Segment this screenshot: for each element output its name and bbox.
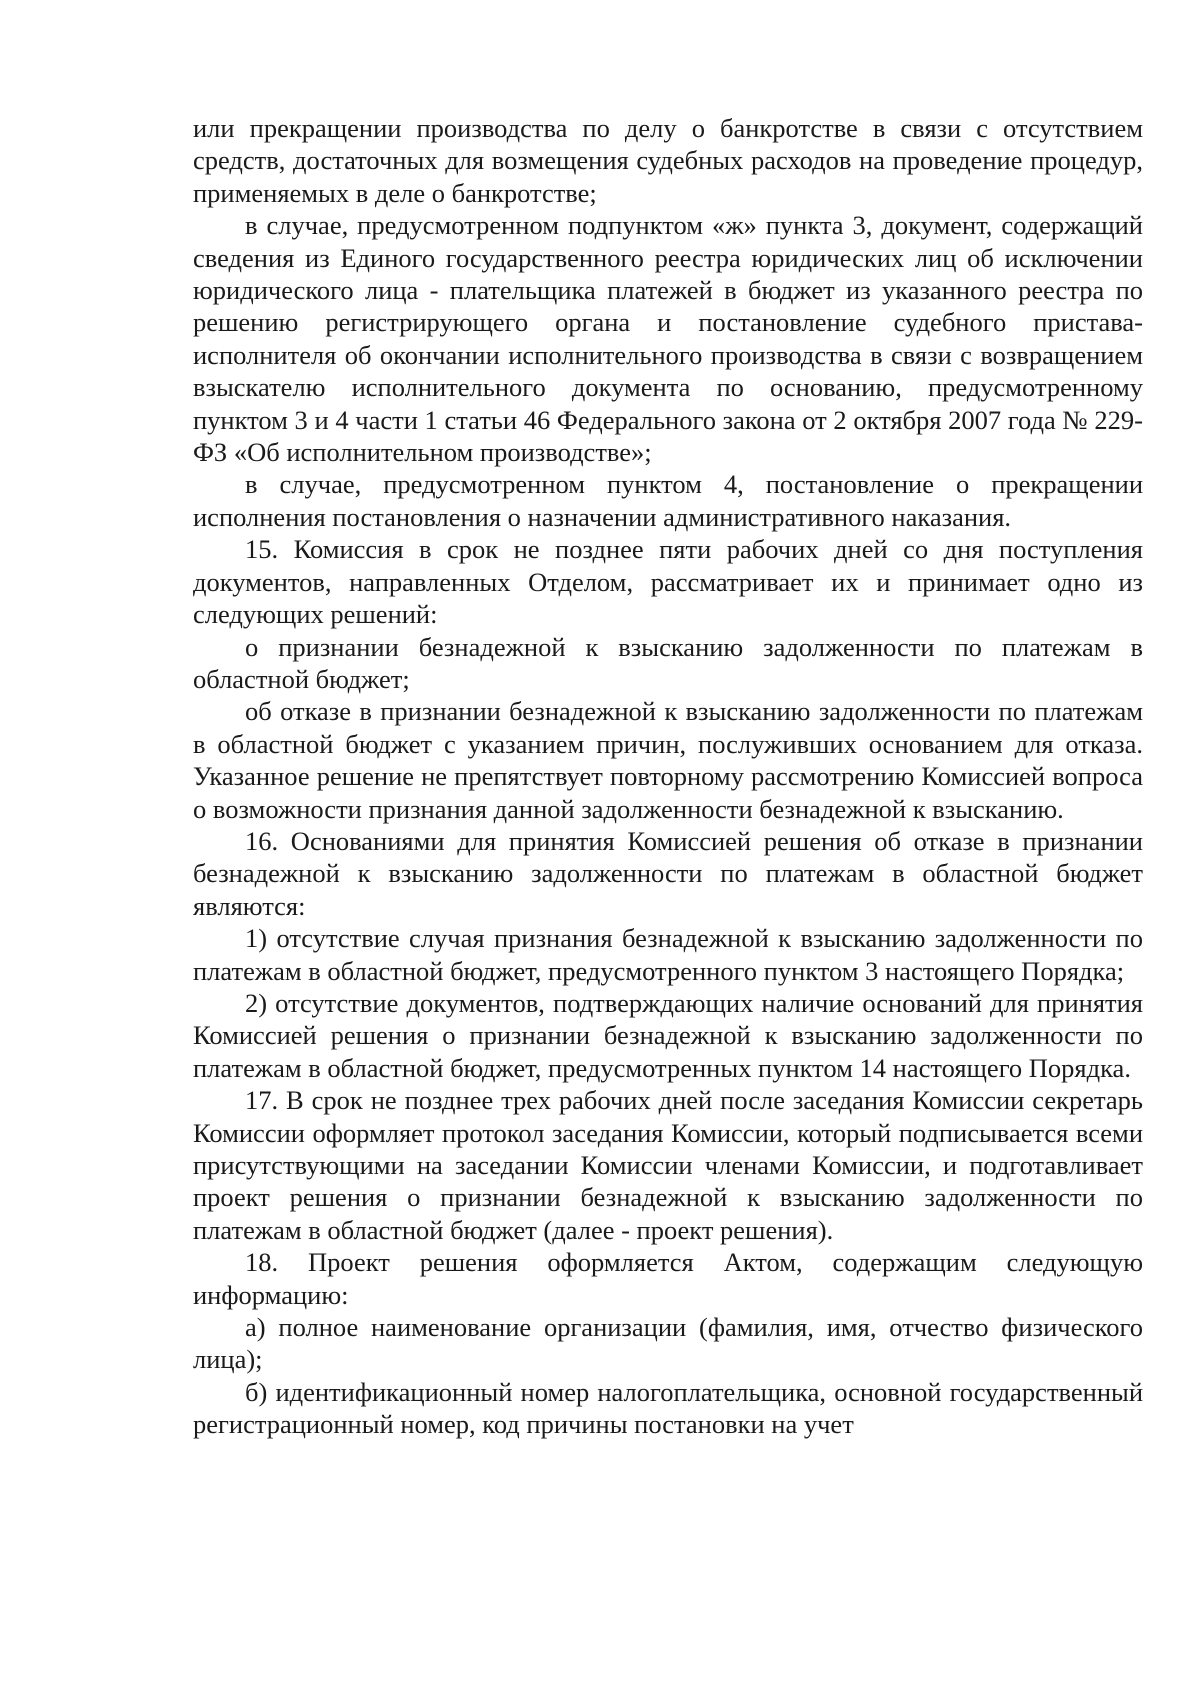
paragraph-item-16-1: 1) отсутствие случая признания безнадежной к взысканию задолженности по платежам в областной бюджет, предусмотренного пунктом 3 настоящего Порядка;	[193, 923, 1143, 986]
paragraph-subclause-zh: в случае, предусмотренном подпунктом «ж» пункта 3, документ, содержащий сведения из Единого государственного реестра юридических лиц об исключении юридического лица - плательщика платежей в бюджет из указанного реестра по решению регистрирующего органа и постановление судебного пристава-исполнителя об окончании исполнительного производства в связи с возвращением взыскателю исполнительного документа по основанию, предусмотренному пунктом 3 и 4 части 1 статьи 46 Федерального закона от 2 октября 2007 года № 229-ФЗ «Об исполнительном производстве»;	[193, 210, 1143, 468]
paragraph-item-18: 18. Проект решения оформляется Актом, содержащим следующую информацию:	[193, 1247, 1143, 1310]
paragraph-decision-refuse: об отказе в признании безнадежной к взысканию задолженности по платежам в областной бюджет с указанием причин, послуживших основанием для отказа. Указанное решение не препятствует повторному рассмотрению Комиссией вопроса о возможности признания данной задолженности безнадежной к взысканию.	[193, 696, 1143, 824]
paragraph-item-17: 17. В срок не позднее трех рабочих дней после заседания Комиссии секретарь Комиссии оформляет протокол заседания Комиссии, который подписывается всеми присутствующими на заседании Комиссии членами Комиссии, и подготавливает проект решения о признании безнадежной к взысканию задолженности по платежам в областной бюджет (далее - проект решения).	[193, 1085, 1143, 1245]
paragraph-item-16: 16. Основаниями для принятия Комиссией решения об отказе в признании безнадежной к взысканию задолженности по платежам в областной бюджет являются:	[193, 825, 1143, 921]
paragraph-clause-4-case: в случае, предусмотренном пунктом 4, постановление о прекращении исполнения постановления о назначении административного наказания.	[193, 469, 1143, 532]
paragraph-bankruptcy-continuation: или прекращении производства по делу о банкротстве в связи с отсутствием средств, достаточных для возмещения судебных расходов на проведение процедур, применяемых в деле о банкротстве;	[193, 113, 1143, 208]
paragraph-item-16-2: 2) отсутствие документов, подтверждающих наличие оснований для принятия Комиссией решения о признании безнадежной к взысканию задолженности по платежам в областной бюджет, предусмотренных пунктом 14 настоящего Порядка.	[193, 987, 1143, 1083]
paragraph-decision-recognize: о признании безнадежной к взысканию задолженности по платежам в областной бюджет;	[193, 631, 1143, 694]
paragraph-item-18-b: б) идентификационный номер налогоплательщика, основной государственный регистрационный номер, код причины постановки на учет	[193, 1376, 1143, 1440]
paragraph-item-15: 15. Комиссия в срок не позднее пяти рабочих дней со дня поступления документов, направленных Отделом, рассматривает их и принимает одно из следующих решений:	[193, 534, 1143, 630]
paragraph-item-18-a: а) полное наименование организации (фамилия, имя, отчество физического лица);	[193, 1312, 1143, 1375]
document-page	[193, 112, 1143, 1441]
